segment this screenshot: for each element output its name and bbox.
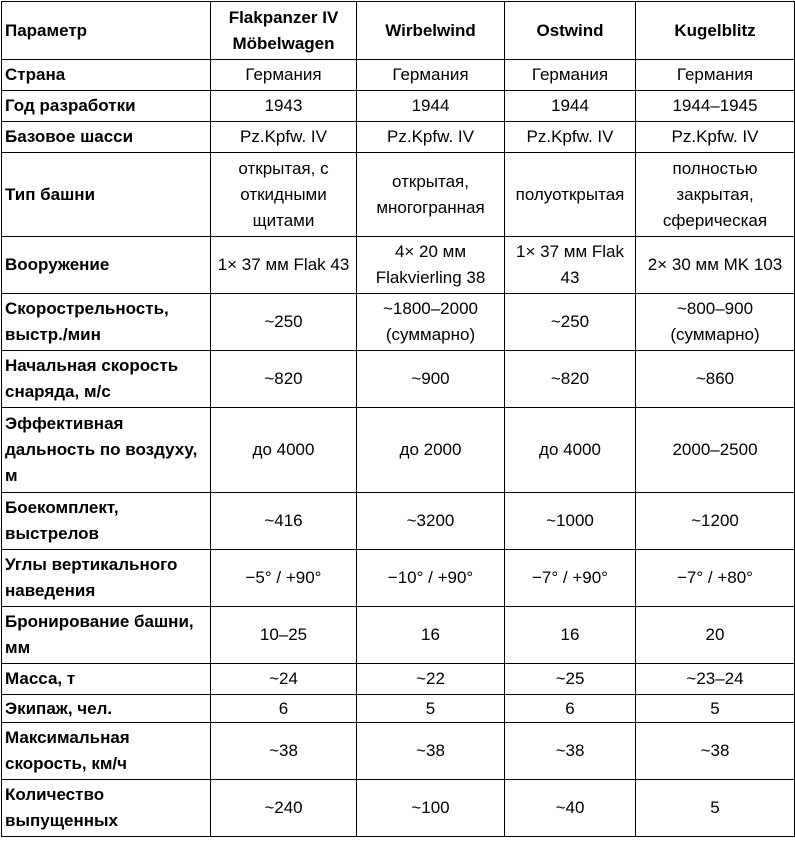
table-cell: ~38 — [505, 723, 636, 780]
row-label: Количество выпущенных — [2, 780, 211, 837]
table-row — [2, 695, 795, 723]
row-label: Углы вертикального наведения — [2, 550, 211, 607]
table-cell: до 4000 — [211, 408, 357, 493]
table-cell: −5° / +90° — [211, 550, 357, 607]
table-cell: −10° / +90° — [357, 550, 505, 607]
table-cell: −7° / +80° — [636, 550, 795, 607]
table-cell: открытая, с откидными щитами — [211, 153, 357, 237]
table-cell: открытая, многогранная — [357, 153, 505, 237]
table-cell: 1944 — [505, 91, 636, 122]
table-row — [2, 550, 795, 607]
table-cell: ~416 — [211, 493, 357, 550]
table-cell: 1944–1945 — [636, 91, 795, 122]
table-cell: ~25 — [505, 664, 636, 695]
table-cell: ~23–24 — [636, 664, 795, 695]
table-cell: Pz.Kpfw. IV — [211, 122, 357, 153]
table-cell: ~38 — [636, 723, 795, 780]
comparison-table — [1, 1, 795, 837]
row-label: Бронирование башни, мм — [2, 607, 211, 664]
table-cell: ~1000 — [505, 493, 636, 550]
table-cell: ~1800–2000 (суммарно) — [357, 294, 505, 351]
table-cell: Германия — [505, 60, 636, 91]
table-row — [2, 60, 795, 91]
row-label: Экипаж, чел. — [2, 695, 211, 723]
header-param: Параметр — [2, 2, 211, 60]
row-label: Масса, т — [2, 664, 211, 695]
table-row — [2, 723, 795, 780]
header-flakpanzer: Flakpanzer IV Möbelwagen — [211, 2, 357, 60]
table-cell: 1944 — [357, 91, 505, 122]
table-row — [2, 153, 795, 237]
table-cell: 1943 — [211, 91, 357, 122]
table-cell: полуоткрытая — [505, 153, 636, 237]
row-label: Вооружение — [2, 237, 211, 294]
table-cell: 4× 20 мм Flakvierling 38 — [357, 237, 505, 294]
header-wirbelwind: Wirbelwind — [357, 2, 505, 60]
table-cell: ~100 — [357, 780, 505, 837]
table-cell: 5 — [357, 695, 505, 723]
table-cell: ~22 — [357, 664, 505, 695]
table-cell: ~900 — [357, 351, 505, 408]
table-cell: Pz.Kpfw. IV — [357, 122, 505, 153]
row-label: Эффективная дальность по воздуху, м — [2, 408, 211, 493]
table-cell: 2000–2500 — [636, 408, 795, 493]
table-cell: ~38 — [211, 723, 357, 780]
row-label: Боекомплект, выстрелов — [2, 493, 211, 550]
table-cell: до 2000 — [357, 408, 505, 493]
table-cell: ~820 — [505, 351, 636, 408]
row-label: Максимальная скорость, км/ч — [2, 723, 211, 780]
table-cell: ~3200 — [357, 493, 505, 550]
table-cell: до 4000 — [505, 408, 636, 493]
table-row — [2, 664, 795, 695]
table-cell: ~800–900 (суммарно) — [636, 294, 795, 351]
table-cell: 5 — [636, 695, 795, 723]
table-cell: ~38 — [357, 723, 505, 780]
table-cell: ~240 — [211, 780, 357, 837]
table-cell: 6 — [505, 695, 636, 723]
table-cell: Pz.Kpfw. IV — [505, 122, 636, 153]
table-cell: 6 — [211, 695, 357, 723]
table-cell: 16 — [505, 607, 636, 664]
table-cell: −7° / +90° — [505, 550, 636, 607]
table-row — [2, 237, 795, 294]
table-cell: ~860 — [636, 351, 795, 408]
table-row — [2, 493, 795, 550]
table-cell: 20 — [636, 607, 795, 664]
header-ostwind: Ostwind — [505, 2, 636, 60]
table-row — [2, 408, 795, 493]
table-cell: ~40 — [505, 780, 636, 837]
table-row — [2, 780, 795, 837]
table-row — [2, 122, 795, 153]
row-label: Базовое шасси — [2, 122, 211, 153]
table-cell: 5 — [636, 780, 795, 837]
table-cell: ~250 — [505, 294, 636, 351]
table-cell: ~820 — [211, 351, 357, 408]
table-cell: 10–25 — [211, 607, 357, 664]
table-cell: 1× 37 мм Flak 43 — [505, 237, 636, 294]
table-cell: 1× 37 мм Flak 43 — [211, 237, 357, 294]
table-cell: Германия — [357, 60, 505, 91]
header-row — [2, 2, 795, 60]
table-cell: Германия — [636, 60, 795, 91]
table-cell: Pz.Kpfw. IV — [636, 122, 795, 153]
table-row — [2, 607, 795, 664]
row-label: Тип башни — [2, 153, 211, 237]
table-row — [2, 91, 795, 122]
row-label: Скорострельность, выстр./мин — [2, 294, 211, 351]
header-kugelblitz: Kugelblitz — [636, 2, 795, 60]
table-cell: ~250 — [211, 294, 357, 351]
table-cell: Германия — [211, 60, 357, 91]
table-cell: ~24 — [211, 664, 357, 695]
row-label: Год разработки — [2, 91, 211, 122]
row-label: Страна — [2, 60, 211, 91]
table-row — [2, 294, 795, 351]
table-cell: 2× 30 мм MK 103 — [636, 237, 795, 294]
table-cell: 16 — [357, 607, 505, 664]
table-row — [2, 351, 795, 408]
table-cell: полностью закрытая, сферическая — [636, 153, 795, 237]
row-label: Начальная скорость снаряда, м/с — [2, 351, 211, 408]
table-cell: ~1200 — [636, 493, 795, 550]
